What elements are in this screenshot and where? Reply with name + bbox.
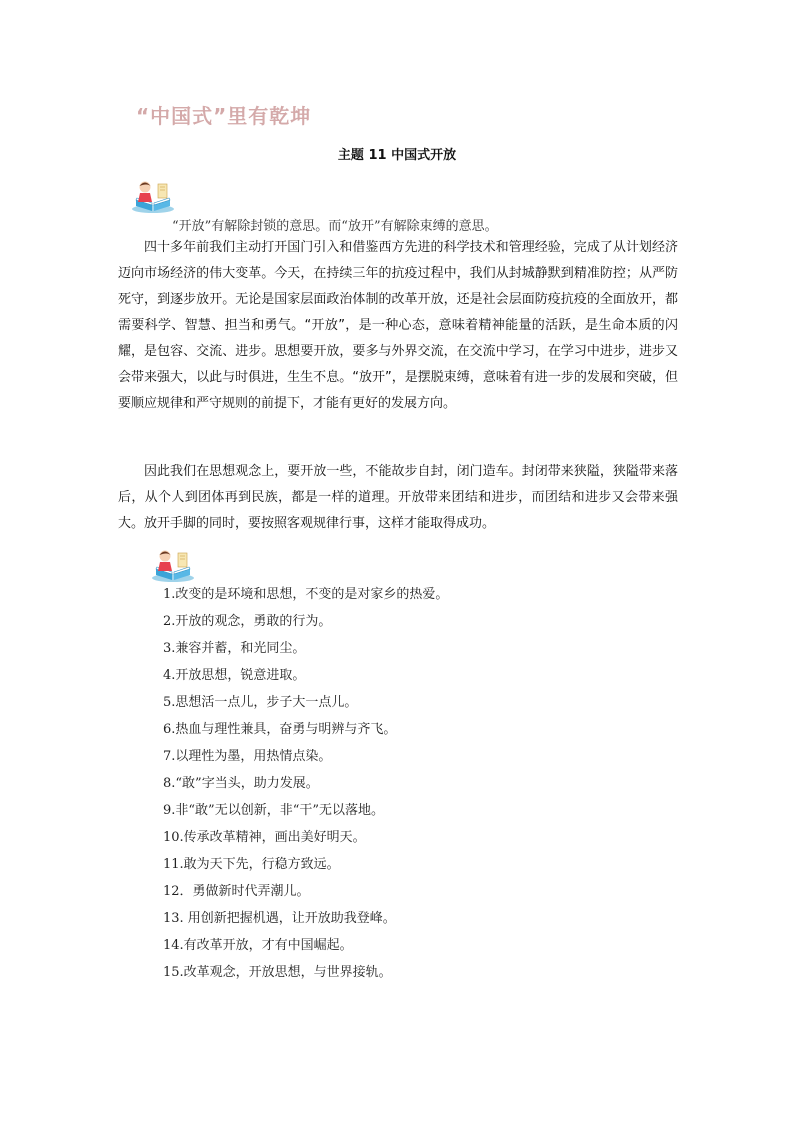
- list-item: 12．勇做新时代弄潮儿。: [163, 884, 310, 899]
- list-item: 3.兼容并蓄，和光同尘。: [163, 641, 306, 656]
- list-item: 2.开放的观念，勇敢的行为。: [163, 614, 332, 629]
- list-item: 14.有改革开放，才有中国崛起。: [163, 938, 353, 953]
- list-item: 8.“敢”字当头，助力发展。: [163, 776, 319, 791]
- list-item: 9.非“敢”无以创新，非“干”无以落地。: [163, 803, 384, 818]
- list-item: 1.改变的是环境和思想，不变的是对家乡的热爱。: [163, 587, 449, 602]
- list-item: 11.敢为天下先，行稳方致远。: [163, 857, 340, 872]
- list-item: 5.思想活一点儿，步子大一点儿。: [163, 695, 358, 710]
- list-item: 15.改革观念，开放思想，与世界接轨。: [163, 965, 392, 980]
- topic-title: 主题 11 中国式开放: [337, 148, 457, 163]
- list-item: 6.热血与理性兼具，奋勇与明辨与齐飞。: [163, 722, 397, 737]
- header-title: “中国式”里有乾坤: [136, 104, 312, 128]
- body-paragraph-1: 四十多年前我们主动打开国门引入和借鉴西方先进的科学技术和管理经验，完成了从计划经济迈向市场经济的伟大变革。今天，在持续三年的抗疫过程中，我们从封城静默到精准防控；从严防死守，到逐步放开。无论是国家层面政治体制的改革开放，还是社会层面防疫抗疫的全面放开，都需要科学、智慧、担当和勇气。“开放”，是一种心态，意味着精神能量的活跃，是生命本质的闪耀，是包容、交流、进步。思想要开放，要多与外界交流，在交流中学习，在学习中进步，进步又会带来强大，以此与时俱进，生生不息。“放开”，是摆脱束缚，意味着有进一步的发展和突破，但要顺应规律和严守规则的前提下，才能有更好的发展方向。: [118, 240, 678, 411]
- reader-book-icon: [130, 178, 176, 214]
- reader-book-icon: [150, 547, 196, 583]
- list-item: 13. 用创新把握机遇，让开放助我登峰。: [163, 911, 396, 926]
- list-item: 4.开放思想，锐意进取。: [163, 668, 306, 683]
- quote-list: [163, 585, 448, 990]
- intro-text: “开放”有解除封锁的意思。而“放开”有解除束缚的意思。: [172, 219, 498, 234]
- list-item: 7.以理性为墨，用热情点染。: [163, 749, 332, 764]
- body-paragraph-2: 因此我们在思想观念上，要开放一些，不能故步自封，闭门造车。封闭带来狭隘，狭隘带来落后，从个人到团体再到民族，都是一样的道理。开放带来团结和进步，而团结和进步又会带来强大。放开手脚的同时，要按照客观规律行事，这样才能取得成功。: [118, 464, 678, 531]
- list-item: 10.传承改革精神，画出美好明天。: [163, 830, 366, 845]
